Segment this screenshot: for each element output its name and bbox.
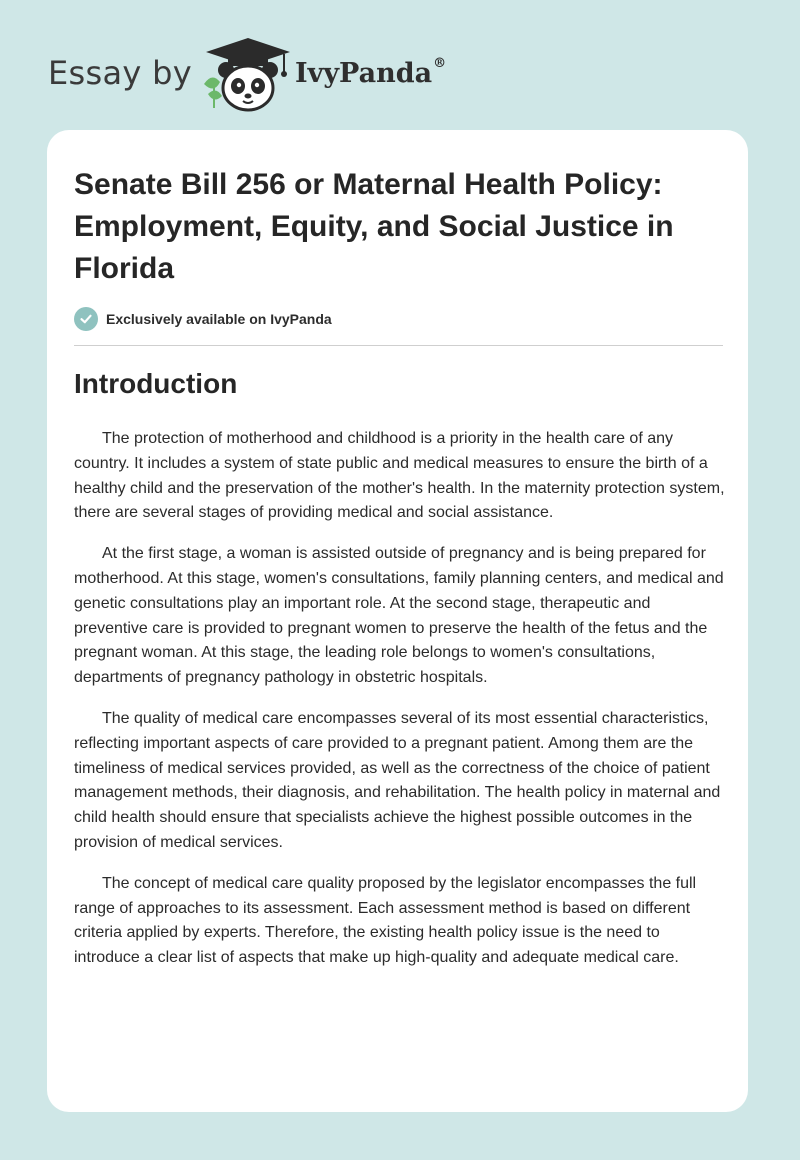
exclusive-text: Exclusively available on IvyPanda xyxy=(106,311,332,327)
panda-graduate-logo-icon xyxy=(200,34,296,114)
essay-title: Senate Bill 256 or Maternal Health Policy: Employment, Equity, and Social Justice in Florida xyxy=(74,168,674,285)
brand-prefix: Essay by xyxy=(48,54,192,92)
section-heading: Introduction xyxy=(74,368,238,399)
exclusive-badge xyxy=(74,306,332,332)
paragraph-2: At the first stage, a woman is assisted outside of pregnancy and is being prepared for motherhood. At this stage, women's consultations, family planning centers, and medical and genetic consultations play an important role. At the second stage, therapeutic and preventive care is provided to pregnant women to preserve the health of the fetus and the pregnant woman. At this stage, the leading role belongs to women's consultations, departments of pregnancy pathology in obstetric hospitals. xyxy=(74,545,724,687)
site-brand[interactable] xyxy=(48,34,508,114)
essay-body xyxy=(74,427,726,987)
registered-mark: ® xyxy=(433,56,447,71)
essay-card xyxy=(47,130,748,1112)
paragraph-3: The quality of medical care encompasses several of its most essential characteristics, reflecting important aspects of care provided to a pregnant patient. Among them are the timeliness of medical services provided, as well as the correctness of the choice of patient management methods, their diagnosis, and rehabilitation. The health policy in maternal and child health should ensure that specialists achieve the highest possible outcomes in the provision of medical services. xyxy=(74,709,721,851)
check-circle-icon xyxy=(74,307,98,331)
paragraph-4: The concept of medical care quality proposed by the legislator encompasses the full range of approaches to its assessment. Each assessment method is based on different criteria applied by experts. Therefore, the existing health policy issue is the need to introduce a clear list of aspects that make up high-quality and adequate medical care. xyxy=(74,874,697,967)
divider xyxy=(74,345,723,346)
paragraph-1: The protection of motherhood and childhood is a priority in the health care of any country. It includes a system of state public and medical measures to ensure the birth of a healthy child and the preservation of the mother's health. In the maternity protection system, there are several stages of providing medical and social assistance. xyxy=(74,430,725,522)
brand-name: IvyPanda® xyxy=(295,56,447,89)
